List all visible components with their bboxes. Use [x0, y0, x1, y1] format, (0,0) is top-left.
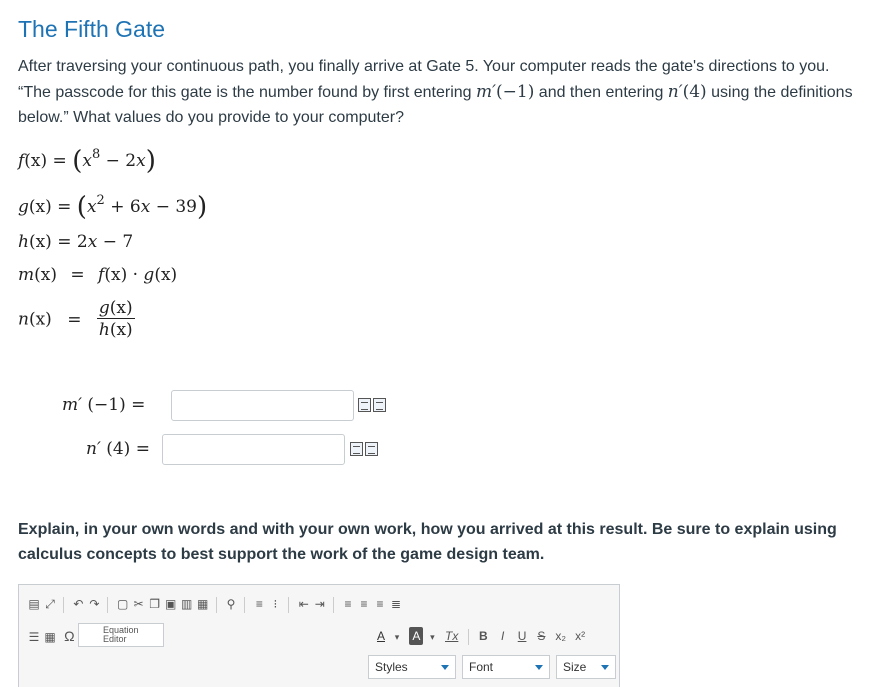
numbered-list-icon[interactable]: ≡ — [255, 597, 263, 611]
indent-icon[interactable]: ⇥ — [314, 597, 325, 611]
question-text — [18, 54, 860, 131]
equation-editor-button[interactable] — [78, 623, 164, 647]
definition-g: $g(x) = (x^2 + 6x - 39)$ — [18, 192, 208, 222]
preview-icon[interactable] — [365, 442, 378, 456]
preview-icon[interactable] — [373, 398, 386, 412]
bold-button[interactable]: B — [479, 629, 488, 643]
horizontal-rule-icon[interactable]: ☰ — [28, 630, 40, 644]
page-title: The Fifth Gate — [18, 16, 166, 42]
new-page-icon[interactable]: ▢ — [117, 597, 129, 611]
editor-toolbar-row-1 — [27, 595, 405, 613]
rich-text-editor — [18, 584, 620, 687]
intro-math-n-prime: n′ — [667, 81, 683, 102]
find-icon[interactable]: ⚲ — [226, 597, 236, 611]
undo-icon[interactable]: ↶ — [73, 597, 84, 611]
italic-button[interactable]: I — [501, 629, 505, 643]
align-center-icon[interactable]: ≡ — [360, 597, 368, 611]
fraction-g-over-h: $\frac{g(x)}{h(x)}$ — [98, 298, 133, 340]
superscript-button[interactable]: x² — [575, 629, 586, 643]
equation-editor-label-2: Editor — [103, 634, 127, 644]
styles-dropdown[interactable]: Styles — [368, 655, 456, 679]
maximize-icon[interactable]: ⤢ — [45, 597, 55, 611]
intro-math-n-arg: (4) — [682, 81, 707, 102]
source-icon[interactable]: ▤ — [28, 597, 40, 611]
definition-m: m(x) = f(x) · g(x) — [18, 265, 178, 285]
paste-word-icon[interactable]: ▦ — [197, 597, 209, 611]
intro-math-m-prime: m′ — [476, 81, 497, 102]
equation-buttons-1 — [358, 398, 388, 417]
strike-button[interactable]: S — [537, 629, 546, 643]
equation-editor-label-1: Equation — [103, 625, 139, 635]
chevron-down-icon — [441, 665, 449, 670]
remove-format-button[interactable]: Tx — [445, 629, 459, 643]
equation-editor-icon[interactable] — [350, 442, 363, 456]
chevron-down-icon — [601, 665, 609, 670]
paste-icon[interactable]: ▣ — [165, 597, 177, 611]
size-dropdown[interactable]: Size — [556, 655, 616, 679]
intro-part-2: and then entering — [534, 83, 668, 101]
definition-h: h(x) = 2x − 7 — [18, 232, 134, 252]
explain-prompt: Explain, in your own words and with your own work, how you arrived at this result. Be sure to explain using calculus concepts to best support the work of the game design team. — [18, 521, 837, 563]
answer-input-n-prime[interactable] — [162, 434, 345, 465]
align-right-icon[interactable]: ≡ — [376, 597, 384, 611]
justify-icon[interactable]: ≣ — [391, 597, 402, 611]
special-char-icon[interactable]: Ω — [64, 628, 75, 644]
equation-buttons-2 — [350, 442, 380, 461]
copy-icon[interactable]: ❐ — [149, 597, 161, 611]
underline-button[interactable]: U — [517, 629, 527, 643]
outdent-icon[interactable]: ⇤ — [298, 597, 309, 611]
definition-f: $f(x) = (x^8 - 2x)$ — [18, 146, 156, 176]
bulleted-list-icon[interactable]: ⁝ — [273, 597, 278, 611]
answer-label-n-prime: n′ (4) = — [86, 439, 150, 459]
answer-input-m-prime[interactable] — [171, 390, 354, 421]
answer-label-m-prime: m′ (−1) = — [62, 395, 146, 415]
chevron-down-icon — [535, 665, 543, 670]
redo-icon[interactable]: ↷ — [89, 597, 100, 611]
font-dropdown[interactable]: Font — [462, 655, 550, 679]
align-left-icon[interactable]: ≡ — [344, 597, 352, 611]
intro-math-m-arg: (−1) — [496, 81, 535, 102]
intro-part-1: After traversing your continuous path, you finally arrive at Gate 5. Your computer reads the gate's directions to you. “The passcode for this gate is the number found by first entering — [18, 58, 830, 101]
editor-toolbar-row-2-right: A ▾ A ▾ Tx B I U S x₂ x² — [374, 627, 589, 646]
text-color-button[interactable]: A — [376, 629, 385, 643]
paste-text-icon[interactable]: ▥ — [181, 597, 193, 611]
cut-icon[interactable]: ✂ — [133, 597, 144, 611]
subscript-button[interactable]: x₂ — [555, 629, 567, 643]
table-icon[interactable]: ▦ — [44, 630, 56, 644]
bg-color-button[interactable]: A — [409, 627, 423, 645]
definition-n: n(x) = $\frac{g(x)}{h(x)}$ — [18, 298, 133, 340]
equation-editor-icon[interactable] — [358, 398, 371, 412]
intro-part-3: using the definitions below.” What values do you provide to your computer? — [18, 83, 853, 126]
